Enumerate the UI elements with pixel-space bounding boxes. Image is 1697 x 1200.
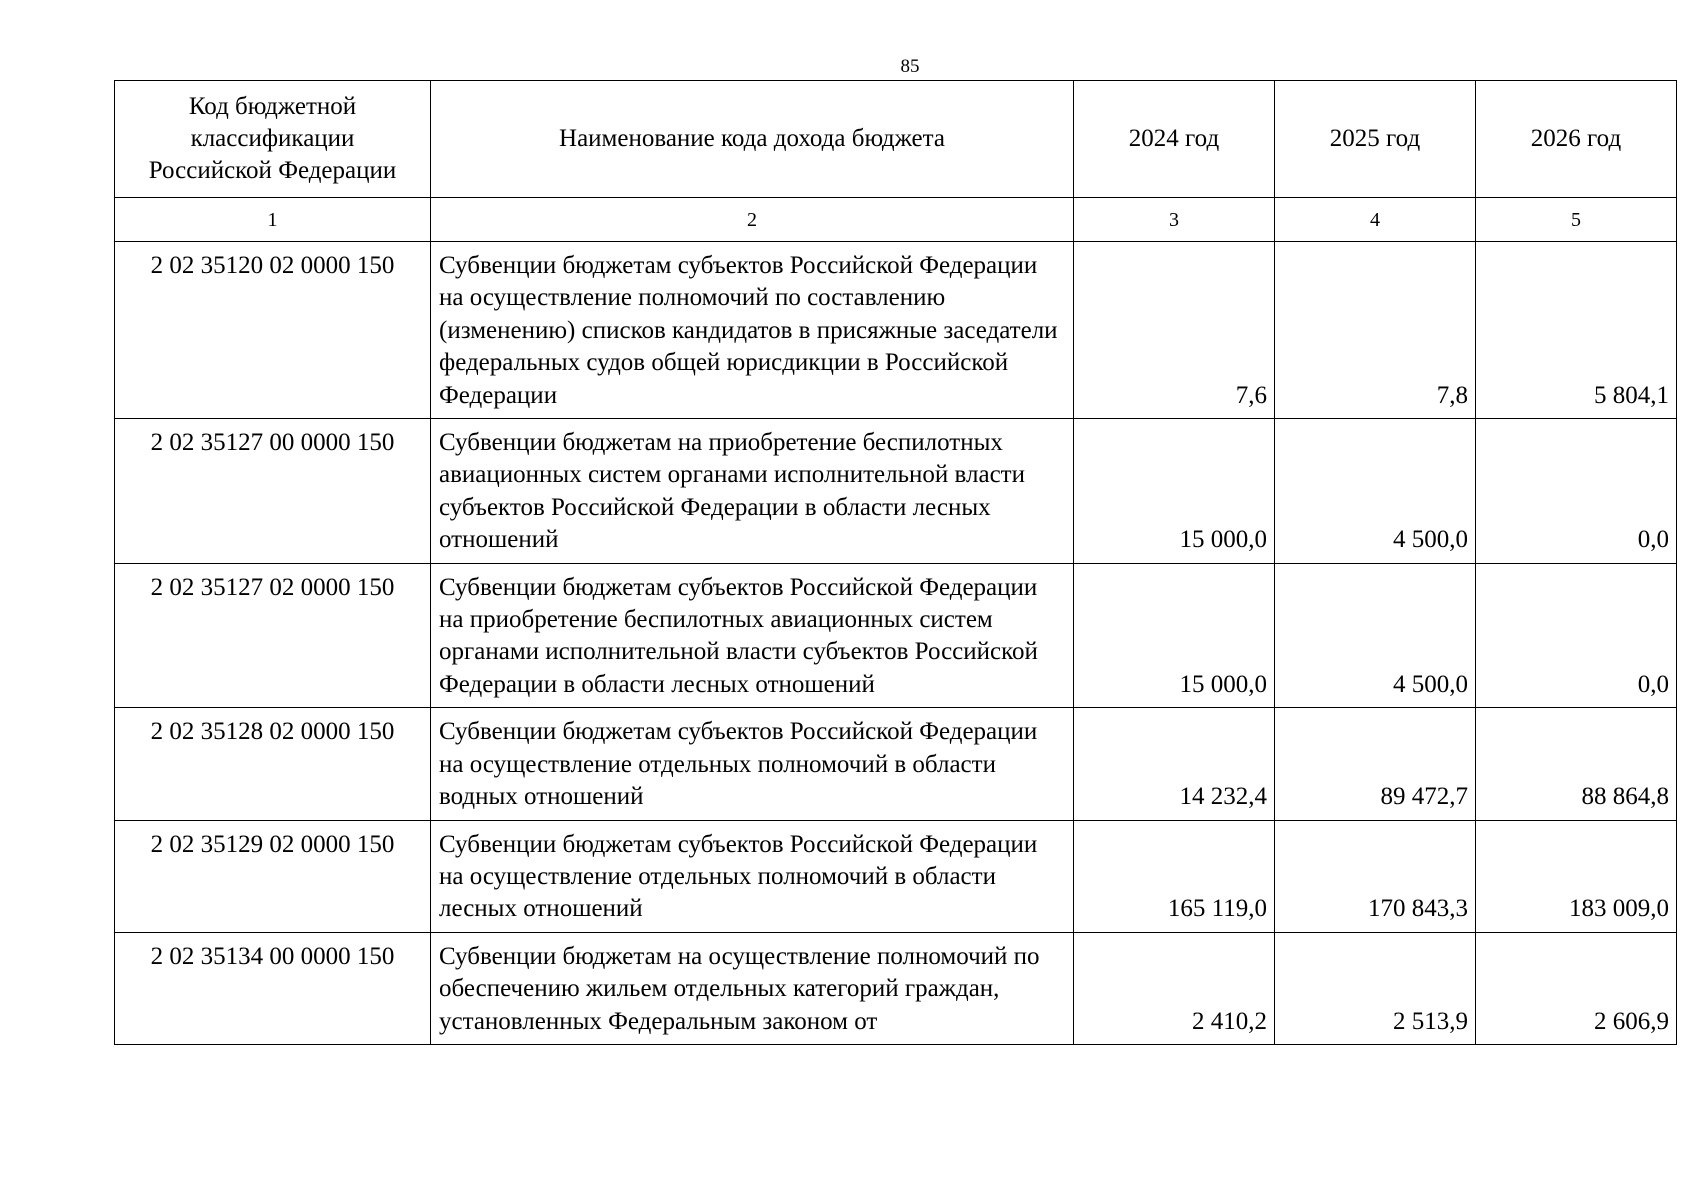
budget-code: 2 02 35127 02 0000 150: [115, 563, 431, 708]
table-row: [115, 419, 1677, 564]
revenue-name: Субвенции бюджетам на осуществление полномочий по обеспечению жильем отдельных категорий граждан, установленных Федеральным законом от: [431, 932, 1074, 1044]
page-number: 85: [900, 56, 920, 77]
value-2026: 0,0: [1476, 419, 1677, 564]
column-number: 5: [1476, 198, 1677, 242]
table-header-row: [115, 81, 1677, 198]
column-number: 3: [1074, 198, 1275, 242]
value-2024: 2 410,2: [1074, 932, 1275, 1044]
table-row: [115, 242, 1677, 419]
header-2025: 2025 год: [1275, 81, 1476, 198]
revenue-name: Субвенции бюджетам субъектов Российской Федерации на приобретение беспилотных авиационных систем органами исполнительной власти субъектов Российской Федерации в области лесных отношений: [431, 563, 1074, 708]
header-code: Код бюджетной классификации Российской Федерации: [115, 81, 431, 198]
value-2025: 4 500,0: [1275, 563, 1476, 708]
column-numbers-row: [115, 198, 1677, 242]
header-2026: 2026 год: [1476, 81, 1677, 198]
revenue-name: Субвенции бюджетам субъектов Российской Федерации на осуществление отдельных полномочий в области лесных отношений: [431, 820, 1074, 932]
value-2024: 15 000,0: [1074, 563, 1275, 708]
budget-code: 2 02 35120 02 0000 150: [115, 242, 431, 419]
value-2024: 7,6: [1074, 242, 1275, 419]
table-row: [115, 820, 1677, 932]
table-row: [115, 563, 1677, 708]
value-2024: 15 000,0: [1074, 419, 1275, 564]
table-row: [115, 708, 1677, 820]
value-2025: 170 843,3: [1275, 820, 1476, 932]
value-2026: 88 864,8: [1476, 708, 1677, 820]
value-2026: 0,0: [1476, 563, 1677, 708]
column-number: 1: [115, 198, 431, 242]
value-2025: 4 500,0: [1275, 419, 1476, 564]
value-2026: 5 804,1: [1476, 242, 1677, 419]
value-2026: 2 606,9: [1476, 932, 1677, 1044]
header-2024: 2024 год: [1074, 81, 1275, 198]
value-2025: 2 513,9: [1275, 932, 1476, 1044]
value-2025: 89 472,7: [1275, 708, 1476, 820]
value-2025: 7,8: [1275, 242, 1476, 419]
column-number: 2: [431, 198, 1074, 242]
header-name: Наименование кода дохода бюджета: [431, 81, 1074, 198]
table-row: [115, 932, 1677, 1044]
budget-code: 2 02 35134 00 0000 150: [115, 932, 431, 1044]
value-2024: 165 119,0: [1074, 820, 1275, 932]
budget-revenue-table: [114, 80, 1677, 1045]
budget-code: 2 02 35128 02 0000 150: [115, 708, 431, 820]
revenue-name: Субвенции бюджетам на приобретение беспилотных авиационных систем органами исполнительной власти субъектов Российской Федерации в области лесных отношений: [431, 419, 1074, 564]
value-2024: 14 232,4: [1074, 708, 1275, 820]
value-2026: 183 009,0: [1476, 820, 1677, 932]
column-number: 4: [1275, 198, 1476, 242]
budget-code: 2 02 35127 00 0000 150: [115, 419, 431, 564]
revenue-name: Субвенции бюджетам субъектов Российской Федерации на осуществление полномочий по составлению (изменению) списков кандидатов в присяжные заседатели федеральных судов общей юрисдикции в Российской Федерации: [431, 242, 1074, 419]
budget-code: 2 02 35129 02 0000 150: [115, 820, 431, 932]
revenue-name: Субвенции бюджетам субъектов Российской Федерации на осуществление отдельных полномочий в области водных отношений: [431, 708, 1074, 820]
